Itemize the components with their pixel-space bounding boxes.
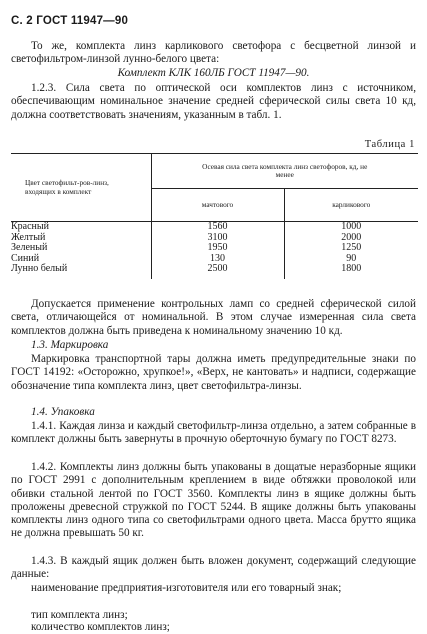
example-designation: Комплект КЛК 160ЛБ ГОСТ 11947—90.: [117, 67, 310, 79]
cell-color: Синий: [11, 252, 40, 264]
cell-mast: 2500: [151, 264, 284, 279]
cell-dwarf: 1000: [284, 222, 418, 233]
cell-color: Зеленый: [11, 242, 48, 253]
cell-dwarf: 1800: [284, 264, 418, 279]
clause-1-2-3: 1.2.3. Сила света по оптической оси комплектов линз с источником, обеспечивающим номинальное значение средней сферической силы света 10 кд, должна соответствовать значениям, указанным в табл. 1.: [11, 82, 416, 121]
list-item: количество комплектов линз;: [31, 621, 170, 633]
cell-mast: 1560: [151, 222, 284, 233]
paragraph-marking: Маркировка транспортной тары должна иметь предупредительные знаки по ГОСТ 14192: «Осторожно, хрупкое!», «Верх, не кантовать» и надписи, содержащие обозначение типа комплекта линз, цвет светофильтра-линзы.: [11, 353, 416, 392]
section-heading-marking: 1.3. Маркировка: [31, 339, 109, 351]
col-header-group: Осевая сила света комплекта линз светофоров, кд, не менее: [151, 154, 418, 189]
clause-1-4-3: 1.4.3. В каждый ящик должен быть вложен документ, содержащий следующие данные:: [11, 555, 416, 581]
cell-color: Лунно белый: [11, 263, 68, 274]
cell-mast: 3100: [151, 233, 284, 244]
clause-1-4-1: 1.4.1. Каждая линза и каждый светофильтр-линза отдельно, а затем собранные в комплект должны быть завернуты в прочную оберточную бумагу по ГОСТ 8273.: [11, 420, 416, 446]
col-header-color: Цвет светофильт-ров-линз, входящих в комплект: [11, 154, 151, 222]
intro-paragraph: То же, комплекта линз карликового светофора с бесцветной линзой и светофильтром-линзой лунно-белого цвета:: [11, 40, 416, 66]
list-item: наименование предприятия-изготовителя или его товарный знак;: [31, 582, 342, 594]
cell-mast: 1950: [151, 243, 284, 254]
col-header-mast: мачтового: [151, 189, 284, 222]
table-row: [11, 243, 418, 254]
table-caption: Таблица 1: [364, 139, 415, 150]
col-header-dwarf: карликового: [284, 189, 418, 222]
cell-color: Красный: [11, 221, 49, 232]
table-row: [11, 222, 418, 233]
table-1: [11, 153, 418, 279]
cell-mast: 130: [151, 254, 284, 265]
cell-dwarf: 1250: [284, 243, 418, 254]
cell-dwarf: 90: [284, 254, 418, 265]
table-row: [11, 264, 418, 279]
cell-dwarf: 2000: [284, 233, 418, 244]
page-header: С. 2 ГОСТ 11947—90: [11, 15, 129, 27]
section-heading-packing: 1.4. Упаковка: [31, 406, 95, 418]
list-item: тип комплекта линз;: [31, 609, 128, 621]
paragraph-control-lamps: Допускается применение контрольных ламп со средней сферической силой света, отличающейся от номинальной. В этом случае измеренная сила света комплектов должна быть приведена к номинальному значению 10 кд.: [11, 298, 416, 337]
cell-color: Желтый: [11, 231, 46, 243]
clause-1-4-2: 1.4.2. Комплекты линз должны быть упакованы в дощатые неразборные ящики по ГОСТ 2991 с дополнительным креплением в виде обтяжки проволокой или обивки стальной лентой по ГОСТ 3560. Комплекты линз в ящике должны быть проложены древесной стружкой по ГОСТ 5244. В ящике должны быть упакованы комплекты линз одного типа со светофильтрами одного цвета. Масса брутто ящика не должна превышать 50 кг.: [11, 461, 416, 540]
